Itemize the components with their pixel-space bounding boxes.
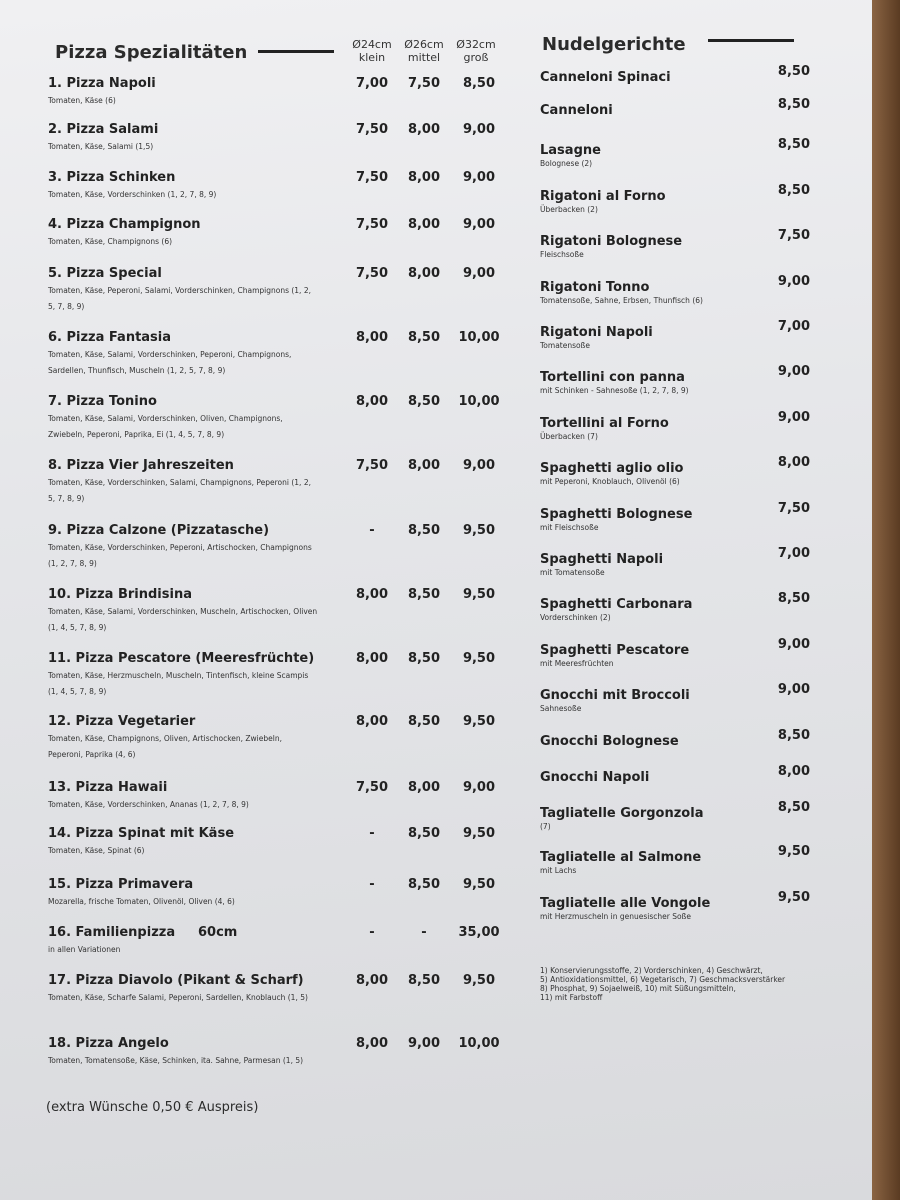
pasta-description: mit Schinken - Sahnesoße (1, 2, 7, 8, 9) (540, 386, 689, 395)
pasta-item (540, 501, 810, 532)
pizza-item (48, 587, 508, 636)
pasta-name: Rigatoni Bolognese (540, 234, 683, 249)
pizza-ingredients: Tomaten, Käse, Champignons, Oliven, Artischocken, Zwiebeln, Peperoni, Paprika (4, 6) (48, 734, 282, 759)
pasta-description: mit Peperoni, Knoblauch, Olivenöl (6) (540, 477, 680, 486)
pasta-price: 7,50 (777, 501, 810, 516)
pasta-name: Tortellini con panna (540, 370, 685, 385)
pizza-price: 8,00 (355, 973, 389, 988)
pizza-price: 9,50 (462, 651, 496, 666)
pasta-price: 7,00 (777, 319, 810, 334)
pasta-price: 8,50 (777, 97, 810, 112)
pasta-price: 8,50 (777, 800, 810, 815)
pizza-ingredients: Mozarella, frische Tomaten, Olivenöl, Oliven (4, 6) (48, 897, 235, 906)
pasta-item (540, 137, 810, 168)
pasta-name: Rigatoni al Forno (540, 189, 666, 204)
pizza-name: 6. Pizza Fantasia (48, 330, 172, 345)
pizza-price: 8,50 (462, 76, 496, 91)
pasta-price: 7,00 (777, 546, 810, 561)
pizza-price: 9,00 (462, 217, 496, 232)
pizza-price: 8,50 (407, 330, 441, 345)
size-label: groß (463, 51, 489, 64)
pasta-name: Spaghetti Carbonara (540, 597, 693, 612)
pasta-item (540, 410, 810, 441)
pizza-item (48, 76, 508, 109)
pizza-price: 9,50 (462, 826, 496, 841)
pasta-description: Überbacken (7) (540, 432, 598, 441)
pizza-price: - (369, 826, 375, 841)
pasta-price: 8,00 (777, 455, 810, 470)
pizza-item (48, 780, 508, 813)
pasta-item (540, 319, 810, 350)
pizza-price: 8,00 (407, 170, 441, 185)
pizza-section-title: Pizza Spezialitäten (55, 42, 248, 63)
pasta-name: Spaghetti Pescatore (540, 643, 690, 658)
pizza-price: 9,00 (462, 780, 496, 795)
pasta-item (540, 274, 810, 305)
pasta-description: mit Meeresfrüchten (540, 659, 614, 668)
pizza-name: 7. Pizza Tonino (48, 394, 157, 409)
pizza-name: 1. Pizza Napoli (48, 76, 156, 91)
pizza-item (48, 973, 508, 1006)
pizza-ingredients: in allen Variationen (48, 945, 121, 954)
pasta-price: 8,00 (777, 764, 810, 779)
pizza-item (48, 826, 508, 859)
pizza-price: 9,00 (407, 1036, 441, 1051)
pizza-item (48, 1036, 508, 1069)
pizza-price: 8,50 (407, 826, 441, 841)
additives-footnote (540, 966, 840, 1002)
size-header-small (346, 38, 398, 64)
pizza-ingredients: Tomaten, Käse, Spinat (6) (48, 846, 145, 855)
pasta-price: 8,50 (777, 137, 810, 152)
pizza-price: 8,50 (407, 877, 441, 892)
pizza-price: 9,50 (462, 587, 496, 602)
pasta-name: Gnocchi Napoli (540, 770, 650, 785)
pizza-name: 10. Pizza Brindisina (48, 587, 192, 602)
pizza-item (48, 877, 508, 910)
pizza-ingredients: Tomaten, Käse, Peperoni, Salami, Vorderschinken, Champignons (1, 2, 5, 7, 8, 9) (48, 286, 311, 311)
pasta-price: 9,50 (777, 844, 810, 859)
size-header-medium (398, 38, 450, 64)
pasta-description: Fleischsoße (540, 250, 584, 259)
pizza-price: 8,00 (407, 780, 441, 795)
pizza-price: 9,00 (462, 266, 496, 281)
pizza-price: 7,50 (355, 458, 389, 473)
pizza-name: 12. Pizza Vegetarier (48, 714, 196, 729)
pasta-name: Rigatoni Napoli (540, 325, 653, 340)
pasta-price: 7,50 (777, 228, 810, 243)
pizza-price: 8,00 (355, 394, 389, 409)
pasta-description: Tomatensoße, Sahne, Erbsen, Thunfisch (6) (540, 296, 703, 305)
size-header-large (450, 38, 502, 64)
pasta-description: mit Lachs (540, 866, 577, 875)
pasta-price: 8,50 (777, 183, 810, 198)
pizza-item (48, 523, 508, 572)
size-diameter: Ø24cm (352, 38, 392, 51)
pizza-item (48, 122, 508, 155)
pasta-name: Tagliatelle alle Vongole (540, 896, 711, 911)
pasta-price: 9,00 (777, 364, 810, 379)
pizza-ingredients: Tomaten, Tomatensoße, Käse, Schinken, ita. Sahne, Parmesan (1, 5) (48, 1056, 304, 1065)
pasta-item (540, 682, 810, 713)
pasta-price: 9,00 (777, 410, 810, 425)
pasta-price: 8,50 (777, 64, 810, 79)
pizza-price: 10,00 (458, 1036, 500, 1051)
footnote-line: 5) Antioxidationsmittel, 6) Vegetarisch, 7) Geschmacksverstärker (540, 975, 786, 984)
pizza-price: 7,50 (355, 780, 389, 795)
pizza-name: 3. Pizza Schinken (48, 170, 176, 185)
pizza-name: 14. Pizza Spinat mit Käse (48, 826, 235, 841)
pasta-item (540, 591, 810, 622)
footnote-line: 8) Phosphat, 9) Sojaelweiß, 10) mit Süßungsmitteln, (540, 984, 736, 993)
pasta-price: 8,50 (777, 591, 810, 606)
pizza-name: 11. Pizza Pescatore (Meeresfrüchte) (48, 651, 315, 666)
pizza-price: 9,00 (462, 458, 496, 473)
pizza-price: 9,50 (462, 523, 496, 538)
pizza-price: 9,50 (462, 973, 496, 988)
pasta-item (540, 228, 810, 259)
pizza-name: 2. Pizza Salami (48, 122, 159, 137)
pasta-name: Tortellini al Forno (540, 416, 669, 431)
pizza-price: 9,00 (462, 122, 496, 137)
pasta-description: Sahnesoße (540, 704, 582, 713)
pizza-item (48, 925, 508, 958)
pizza-price: 10,00 (458, 330, 500, 345)
pasta-name: Lasagne (540, 143, 601, 158)
pasta-item (540, 637, 810, 668)
pizza-price: 7,50 (355, 266, 389, 281)
footnote-line: 11) mit Farbstoff (540, 993, 603, 1002)
pizza-item (48, 714, 508, 763)
pasta-item (540, 183, 810, 214)
pizza-ingredients: Tomaten, Käse, Salami, Vorderschinken, Oliven, Champignons, Zwiebeln, Peperoni, Paprika, Ei (1, 4, 5, 7, 8, 9) (48, 414, 283, 439)
pizza-ingredients: Tomaten, Käse, Vorderschinken, Peperoni, Artischocken, Champignons (1, 2, 7, 8, 9) (48, 543, 312, 568)
wooden-table-edge (872, 0, 900, 1200)
pizza-price: - (421, 925, 427, 940)
pasta-name: Canneloni Spinaci (540, 70, 671, 85)
pizza-name: 13. Pizza Hawaii (48, 780, 168, 795)
pizza-price: 8,50 (407, 587, 441, 602)
pizza-ingredients: Tomaten, Käse, Vorderschinken (1, 2, 7, 8, 9) (48, 190, 217, 199)
pasta-price: 8,50 (777, 728, 810, 743)
pasta-title-rule (708, 39, 794, 42)
pasta-item (540, 764, 810, 785)
pizza-price: 8,50 (407, 394, 441, 409)
pasta-name: Gnocchi mit Broccoli (540, 688, 690, 703)
pizza-name: 4. Pizza Champignon (48, 217, 201, 232)
pizza-price: 35,00 (458, 925, 500, 940)
pasta-name: Rigatoni Tonno (540, 280, 650, 295)
pasta-item (540, 97, 810, 118)
pasta-item (540, 728, 810, 749)
pasta-price: 9,50 (777, 890, 810, 905)
pasta-description: Vorderschinken (2) (540, 613, 611, 622)
pizza-ingredients: Tomaten, Käse, Vorderschinken, Ananas (1, 2, 7, 8, 9) (48, 800, 249, 809)
pasta-price: 9,00 (777, 682, 810, 697)
pizza-price: 8,00 (407, 122, 441, 137)
pasta-item (540, 800, 810, 831)
pasta-item (540, 844, 810, 875)
pizza-price: 7,00 (355, 76, 389, 91)
pizza-price: - (369, 877, 375, 892)
pizza-size-label: 60cm (198, 925, 238, 940)
pizza-ingredients: Tomaten, Käse, Herzmuscheln, Muscheln, Tintenfisch, kleine Scampis (1, 4, 5, 7, 8, 9) (48, 671, 309, 696)
pizza-ingredients: Tomaten, Käse, Salami, Vorderschinken, Peperoni, Champignons, Sardellen, Thunfisch, Muscheln (1, 2, 5, 7, 8, 9) (48, 350, 292, 375)
size-diameter: Ø32cm (456, 38, 496, 51)
pasta-item (540, 364, 810, 395)
pizza-price: 8,00 (355, 587, 389, 602)
pizza-price: 8,00 (355, 651, 389, 666)
pizza-price: - (369, 925, 375, 940)
pasta-name: Spaghetti aglio olio (540, 461, 684, 476)
pizza-price: 7,50 (355, 170, 389, 185)
pizza-price: 8,00 (407, 217, 441, 232)
pasta-description: mit Tomatensoße (540, 568, 605, 577)
pizza-ingredients: Tomaten, Käse, Salami, Vorderschinken, Muscheln, Artischocken, Oliven (1, 4, 5, 7, 8, 9) (48, 607, 318, 632)
pizza-price: 10,00 (458, 394, 500, 409)
pizza-price: 7,50 (355, 217, 389, 232)
pizza-price: 8,50 (407, 973, 441, 988)
size-label: mittel (407, 51, 441, 64)
pasta-price: 9,00 (777, 274, 810, 289)
pizza-price: - (369, 523, 375, 538)
pasta-price: 9,00 (777, 637, 810, 652)
pizza-price: 7,50 (355, 122, 389, 137)
pasta-item (540, 890, 810, 921)
pasta-name: Spaghetti Bolognese (540, 507, 693, 522)
pasta-section-title: Nudelgerichte (542, 34, 686, 55)
pasta-description: Überbacken (2) (540, 205, 598, 214)
pizza-item (48, 330, 508, 379)
pizza-name: 15. Pizza Primavera (48, 877, 194, 892)
pizza-item (48, 651, 508, 700)
pizza-ingredients: Tomaten, Käse, Champignons (6) (48, 237, 173, 246)
pasta-name: Tagliatelle al Salmone (540, 850, 702, 865)
pizza-name: 17. Pizza Diavolo (Pikant & Scharf) (48, 973, 304, 988)
pizza-ingredients: Tomaten, Käse, Vorderschinken, Salami, Champignons, Peperoni (1, 2, 5, 7, 8, 9) (48, 478, 311, 503)
pizza-title-rule (258, 50, 334, 53)
pasta-name: Gnocchi Bolognese (540, 734, 679, 749)
pizza-ingredients: Tomaten, Käse (6) (48, 96, 116, 105)
pizza-price: 9,50 (462, 714, 496, 729)
pasta-name: Canneloni (540, 103, 613, 118)
pizza-name: 8. Pizza Vier Jahreszeiten (48, 458, 234, 473)
pasta-description: mit Herzmuscheln in genuesischer Soße (540, 912, 691, 921)
pasta-item (540, 64, 810, 85)
pizza-ingredients: Tomaten, Käse, Salami (1,5) (48, 142, 154, 151)
pizza-price: 8,00 (355, 1036, 389, 1051)
pizza-price: 8,50 (407, 523, 441, 538)
pasta-name: Spaghetti Napoli (540, 552, 664, 567)
pizza-price: 8,00 (355, 330, 389, 345)
pizza-price: 9,50 (462, 877, 496, 892)
footnote-line: 1) Konservierungsstoffe, 2) Vorderschinken, 4) Geschwärzt, (540, 966, 763, 975)
size-label: klein (358, 51, 386, 64)
pizza-ingredients: Tomaten, Käse, Scharfe Salami, Peperoni, Sardellen, Knoblauch (1, 5) (48, 993, 308, 1002)
pasta-description: Bolognese (2) (540, 159, 593, 168)
pizza-name: 18. Pizza Angelo (48, 1036, 169, 1051)
pizza-price: 8,00 (407, 266, 441, 281)
pizza-item (48, 170, 508, 203)
pizza-name: 9. Pizza Calzone (Pizzatasche) (48, 523, 270, 538)
pizza-item (48, 394, 508, 443)
pizza-price: 8,50 (407, 651, 441, 666)
pizza-name: 16. Familienpizza (48, 925, 176, 940)
size-diameter: Ø26cm (404, 38, 444, 51)
pizza-price: 8,00 (355, 714, 389, 729)
pizza-price: 9,00 (462, 170, 496, 185)
pizza-item (48, 217, 508, 250)
pasta-item (540, 546, 810, 577)
pasta-description: (7) (540, 822, 551, 831)
pizza-item (48, 458, 508, 507)
pizza-name: 5. Pizza Special (48, 266, 162, 281)
pizza-item (48, 266, 508, 315)
extra-wishes-note: (extra Wünsche 0,50 € Auspreis) (46, 1100, 259, 1115)
pasta-description: Tomatensoße (540, 341, 590, 350)
pasta-description: mit Fleischsoße (540, 523, 599, 532)
pizza-price: 8,50 (407, 714, 441, 729)
pasta-name: Tagliatelle Gorgonzola (540, 806, 704, 821)
pizza-price: 8,00 (407, 458, 441, 473)
pasta-item (540, 455, 810, 486)
pizza-price: 7,50 (407, 76, 441, 91)
